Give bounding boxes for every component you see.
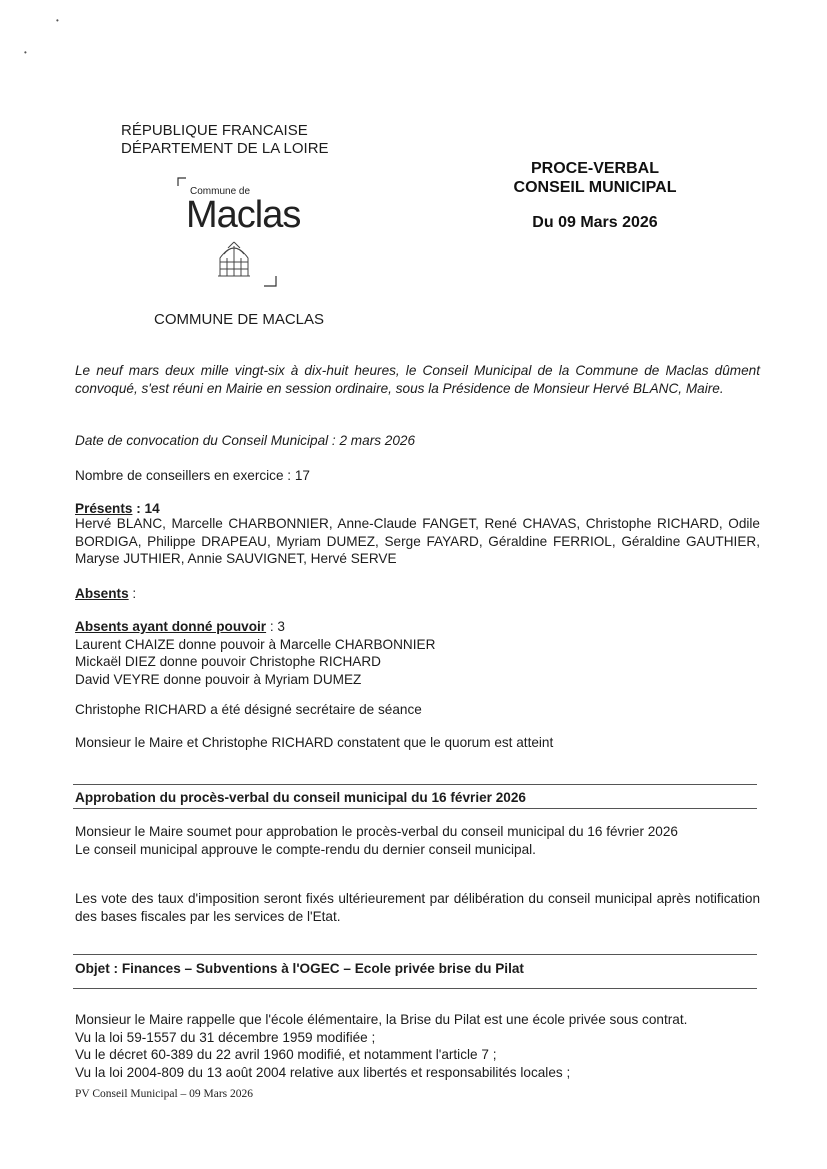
section2-line: Vu le décret 60-389 du 22 avril 1960 modifié, et notamment l'article 7 ; bbox=[75, 1047, 497, 1062]
section2-line: Monsieur le Maire rappelle que l'école élémentaire, la Brise du Pilat est une école privée sous contrat. bbox=[75, 1012, 688, 1027]
logo-small-text: Commune de bbox=[190, 186, 251, 197]
section1-line: Le conseil municipal approuve le compte-rendu du dernier conseil municipal. bbox=[75, 841, 536, 857]
pouvoirs-block bbox=[75, 618, 760, 688]
pouvoir-line: Laurent CHAIZE donne pouvoir à Marcelle CHARBONNIER bbox=[75, 636, 436, 652]
section1-heading: Approbation du procès-verbal du conseil municipal du 16 février 2026 bbox=[75, 790, 526, 805]
section1-body bbox=[75, 823, 760, 858]
secretaire-text: Christophe RICHARD a été désigné secrétaire de séance bbox=[75, 702, 422, 717]
scan-speck: • bbox=[56, 16, 59, 25]
page-footer: PV Conseil Municipal – 09 Mars 2026 bbox=[75, 1088, 254, 1100]
convocation-date: Date de convocation du Conseil Municipal : 2 mars 2026 bbox=[75, 433, 416, 448]
logo-big-text: Maclas bbox=[186, 194, 301, 236]
presents-count: : 14 bbox=[132, 501, 160, 516]
section1-line: Monsieur le Maire soumet pour approbation le procès-verbal du conseil municipal du 16 février 2026 bbox=[75, 824, 678, 839]
republic-label: RÉPUBLIQUE FRANCAISE bbox=[121, 122, 308, 139]
page-title bbox=[480, 159, 710, 232]
absents-label: Absents bbox=[75, 586, 129, 601]
commune-name: COMMUNE DE MACLAS bbox=[154, 311, 325, 328]
scan-speck: • bbox=[24, 48, 27, 57]
pouvoir-line: Mickaël DIEZ donne pouvoir Christophe RICHARD bbox=[75, 654, 381, 669]
pouvoirs-label: Absents ayant donné pouvoir bbox=[75, 619, 267, 634]
section-divider bbox=[73, 808, 757, 809]
absents-heading bbox=[75, 585, 760, 603]
intro-paragraph: Le neuf mars deux mille vingt-six à dix-huit heures, le Conseil Municipal de la Commune de Maclas dûment convoqué, s'est réuni en Mairie en session ordinaire, sous la Présidence de Monsieur Hervé BLANC, Maire. bbox=[75, 363, 760, 396]
section2-heading: Objet : Finances – Subventions à l'OGEC – Ecole privée brise du Pilat bbox=[75, 961, 524, 976]
pouvoir-line: David VEYRE donne pouvoir à Myriam DUMEZ bbox=[75, 671, 362, 687]
commune-logo bbox=[176, 176, 316, 294]
title-line-2: CONSEIL MUNICIPAL bbox=[513, 179, 677, 196]
conseillers-count: Nombre de conseillers en exercice : 17 bbox=[75, 468, 310, 483]
section2-line: Vu la loi 2004-809 du 13 août 2004 relative aux libertés et responsabilités locales ; bbox=[75, 1064, 571, 1080]
department-label: DÉPARTEMENT DE LA LOIRE bbox=[121, 140, 329, 157]
quorum-text: Monsieur le Maire et Christophe RICHARD constatent que le quorum est atteint bbox=[75, 735, 554, 750]
taux-paragraph: Les vote des taux d'imposition seront fixés ultérieurement par délibération du conseil municipal après notification des bases fiscales par les services de l'Etat. bbox=[75, 891, 760, 924]
section-divider bbox=[73, 954, 757, 955]
pouvoirs-count: : 3 bbox=[266, 619, 285, 634]
section-divider bbox=[73, 988, 757, 989]
section2-line: Vu la loi 59-1557 du 31 décembre 1959 modifiée ; bbox=[75, 1029, 376, 1045]
presents-label: Présents bbox=[75, 501, 133, 516]
title-date: Du 09 Mars 2026 bbox=[532, 214, 658, 231]
presents-names: Hervé BLANC, Marcelle CHARBONNIER, Anne-Claude FANGET, René CHAVAS, Christophe RICHARD, Odile BORDIGA, Philippe DRAPEAU, Myriam DUMEZ, Serge FAYARD, Géraldine FERRIOL, Géraldine GAUTHIER, Maryse JUTHIER, Annie SAUVIGNET, Hervé SERVE bbox=[75, 516, 760, 566]
section2-body bbox=[75, 1011, 760, 1081]
pouvoirs-heading bbox=[75, 618, 760, 636]
absents-suffix: : bbox=[128, 586, 137, 601]
left-header bbox=[121, 122, 329, 158]
section-divider bbox=[73, 784, 757, 785]
title-line-1: PROCE-VERBAL bbox=[530, 160, 659, 177]
